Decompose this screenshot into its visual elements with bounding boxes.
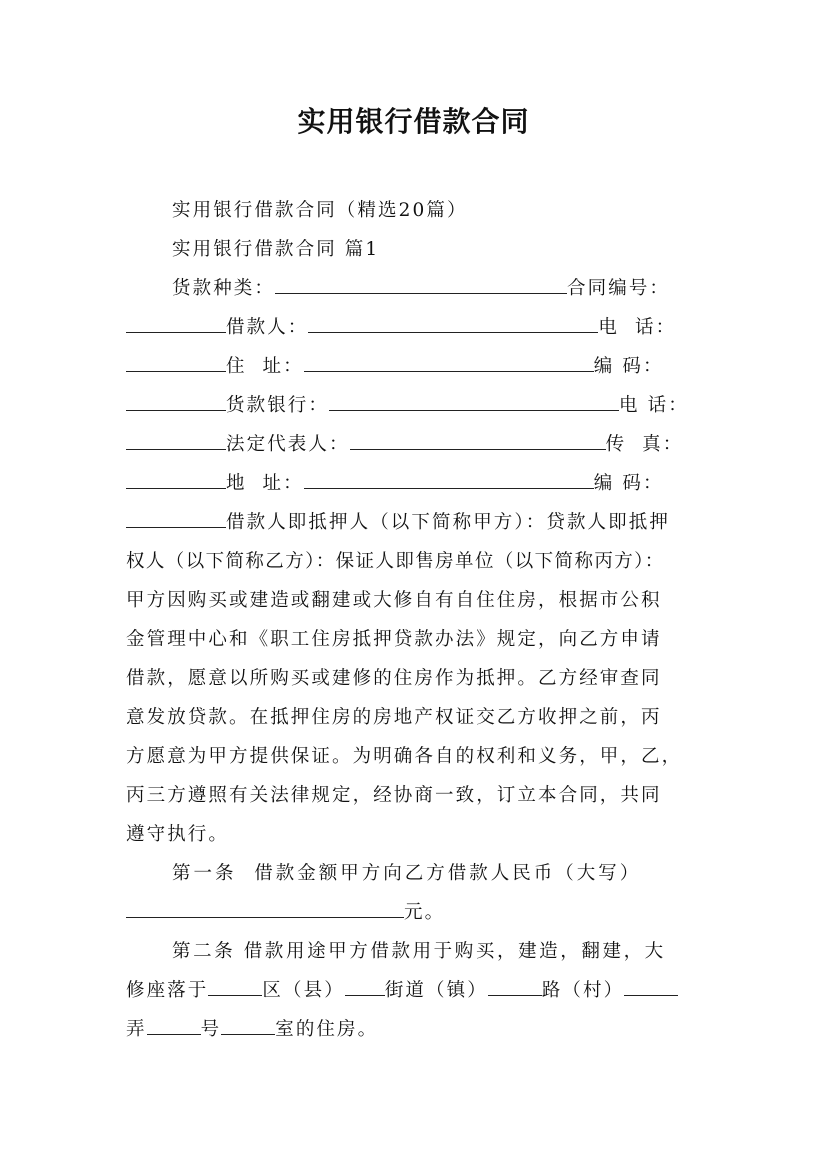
form-line-legal-rep [126,430,683,460]
street-label: 街道（镇） [384,980,488,1001]
lender-bank-blank [329,392,619,411]
amount-blank [126,899,404,918]
form-line-lender-bank [126,391,689,421]
paragraph-line-9: 遵守执行。 [126,824,230,845]
lane-label: 弄 [126,1019,147,1040]
borrower-blank [308,314,598,333]
number-blank [147,1016,201,1035]
paragraph-line-4: 金管理中心和《职工住房抵押贷款办法》规定，向乙方申请 [126,629,662,650]
phone-blank-1 [126,353,226,372]
district-blank [208,977,262,996]
district-label: 区（县） [262,980,345,1001]
article-2-line-1: 第二条 借款用途甲方借款用于购买，建造，翻建，大 [172,941,666,962]
article-2-line-3 [126,1015,378,1045]
phone-blank-2 [126,431,226,450]
lane-blank [624,977,678,996]
postcode-blank-1 [126,392,226,411]
document-title: 实用银行借款合同 [297,105,530,138]
postcode-label-2: 编 码： [593,473,664,494]
located-at-label: 修座落于 [126,980,209,1001]
article-2-line-2 [126,976,678,1006]
section-heading: 实用银行借款合同 篇1 [172,239,380,260]
paragraph-line-8: 丙三方遵照有关法律规定，经协商一致，订立本合同，共同 [126,785,662,806]
paragraph-line-2: 权人（以下简称乙方）：保证人即售房单位（以下简称丙方）： [126,551,665,572]
contract-number-blank [126,314,226,333]
loan-type-blank [275,275,567,294]
paragraph-line-5: 借款，愿意以所购买或建修的住房作为抵押。乙方经审查同 [126,668,662,689]
address-label-1: 住 址： [226,356,304,377]
form-line-borrower [126,313,676,343]
paragraph-line-7: 方愿意为甲方提供保证。为明确各自的权利和义务，甲，乙， [126,746,683,767]
article-1-line-1: 第一条 借款金额甲方向乙方借款人民币（大写） [172,863,642,884]
fax-label: 传 真： [605,434,684,455]
road-blank [488,977,542,996]
paragraph-text-1: 借款人即抵押人（以下简称甲方）：贷款人即抵押 [226,512,670,533]
paragraph-line-3: 甲方因购买或建造或翻建或大修自有自住住房，根据市公积 [126,590,662,611]
paragraph-line-1 [126,508,670,538]
article-1-line-2 [126,898,445,928]
phone-label-1: 电 话： [598,317,677,338]
street-blank [345,977,385,996]
form-line-loan-type [172,274,670,304]
address-label-2: 地 址： [226,473,304,494]
fax-blank [126,470,226,489]
room-label: 室的住房。 [275,1019,379,1040]
borrower-label: 借款人： [226,317,309,338]
loan-type-label: 货款种类： [172,278,276,299]
subtitle: 实用银行借款合同（精选20篇） [172,200,468,221]
lender-bank-label: 货款银行： [226,395,330,416]
number-label: 号 [200,1019,222,1040]
phone-label-2: 电 话： [619,395,689,416]
postcode-blank-2 [126,509,226,528]
address-blank-2 [304,470,594,489]
paragraph-line-6: 意发放贷款。在抵押住房的房地产权证交乙方收押之前，丙 [126,707,662,728]
room-blank [221,1016,275,1035]
legal-rep-blank [350,431,606,450]
form-line-address-2 [126,469,664,499]
form-line-address [126,352,664,382]
road-label: 路（村） [541,980,625,1001]
article-1-yuan: 元。 [404,902,446,923]
address-blank-1 [304,353,594,372]
contract-number-label: 合同编号： [567,278,671,299]
postcode-label-1: 编 码： [593,356,664,377]
legal-rep-label: 法定代表人： [226,434,350,455]
